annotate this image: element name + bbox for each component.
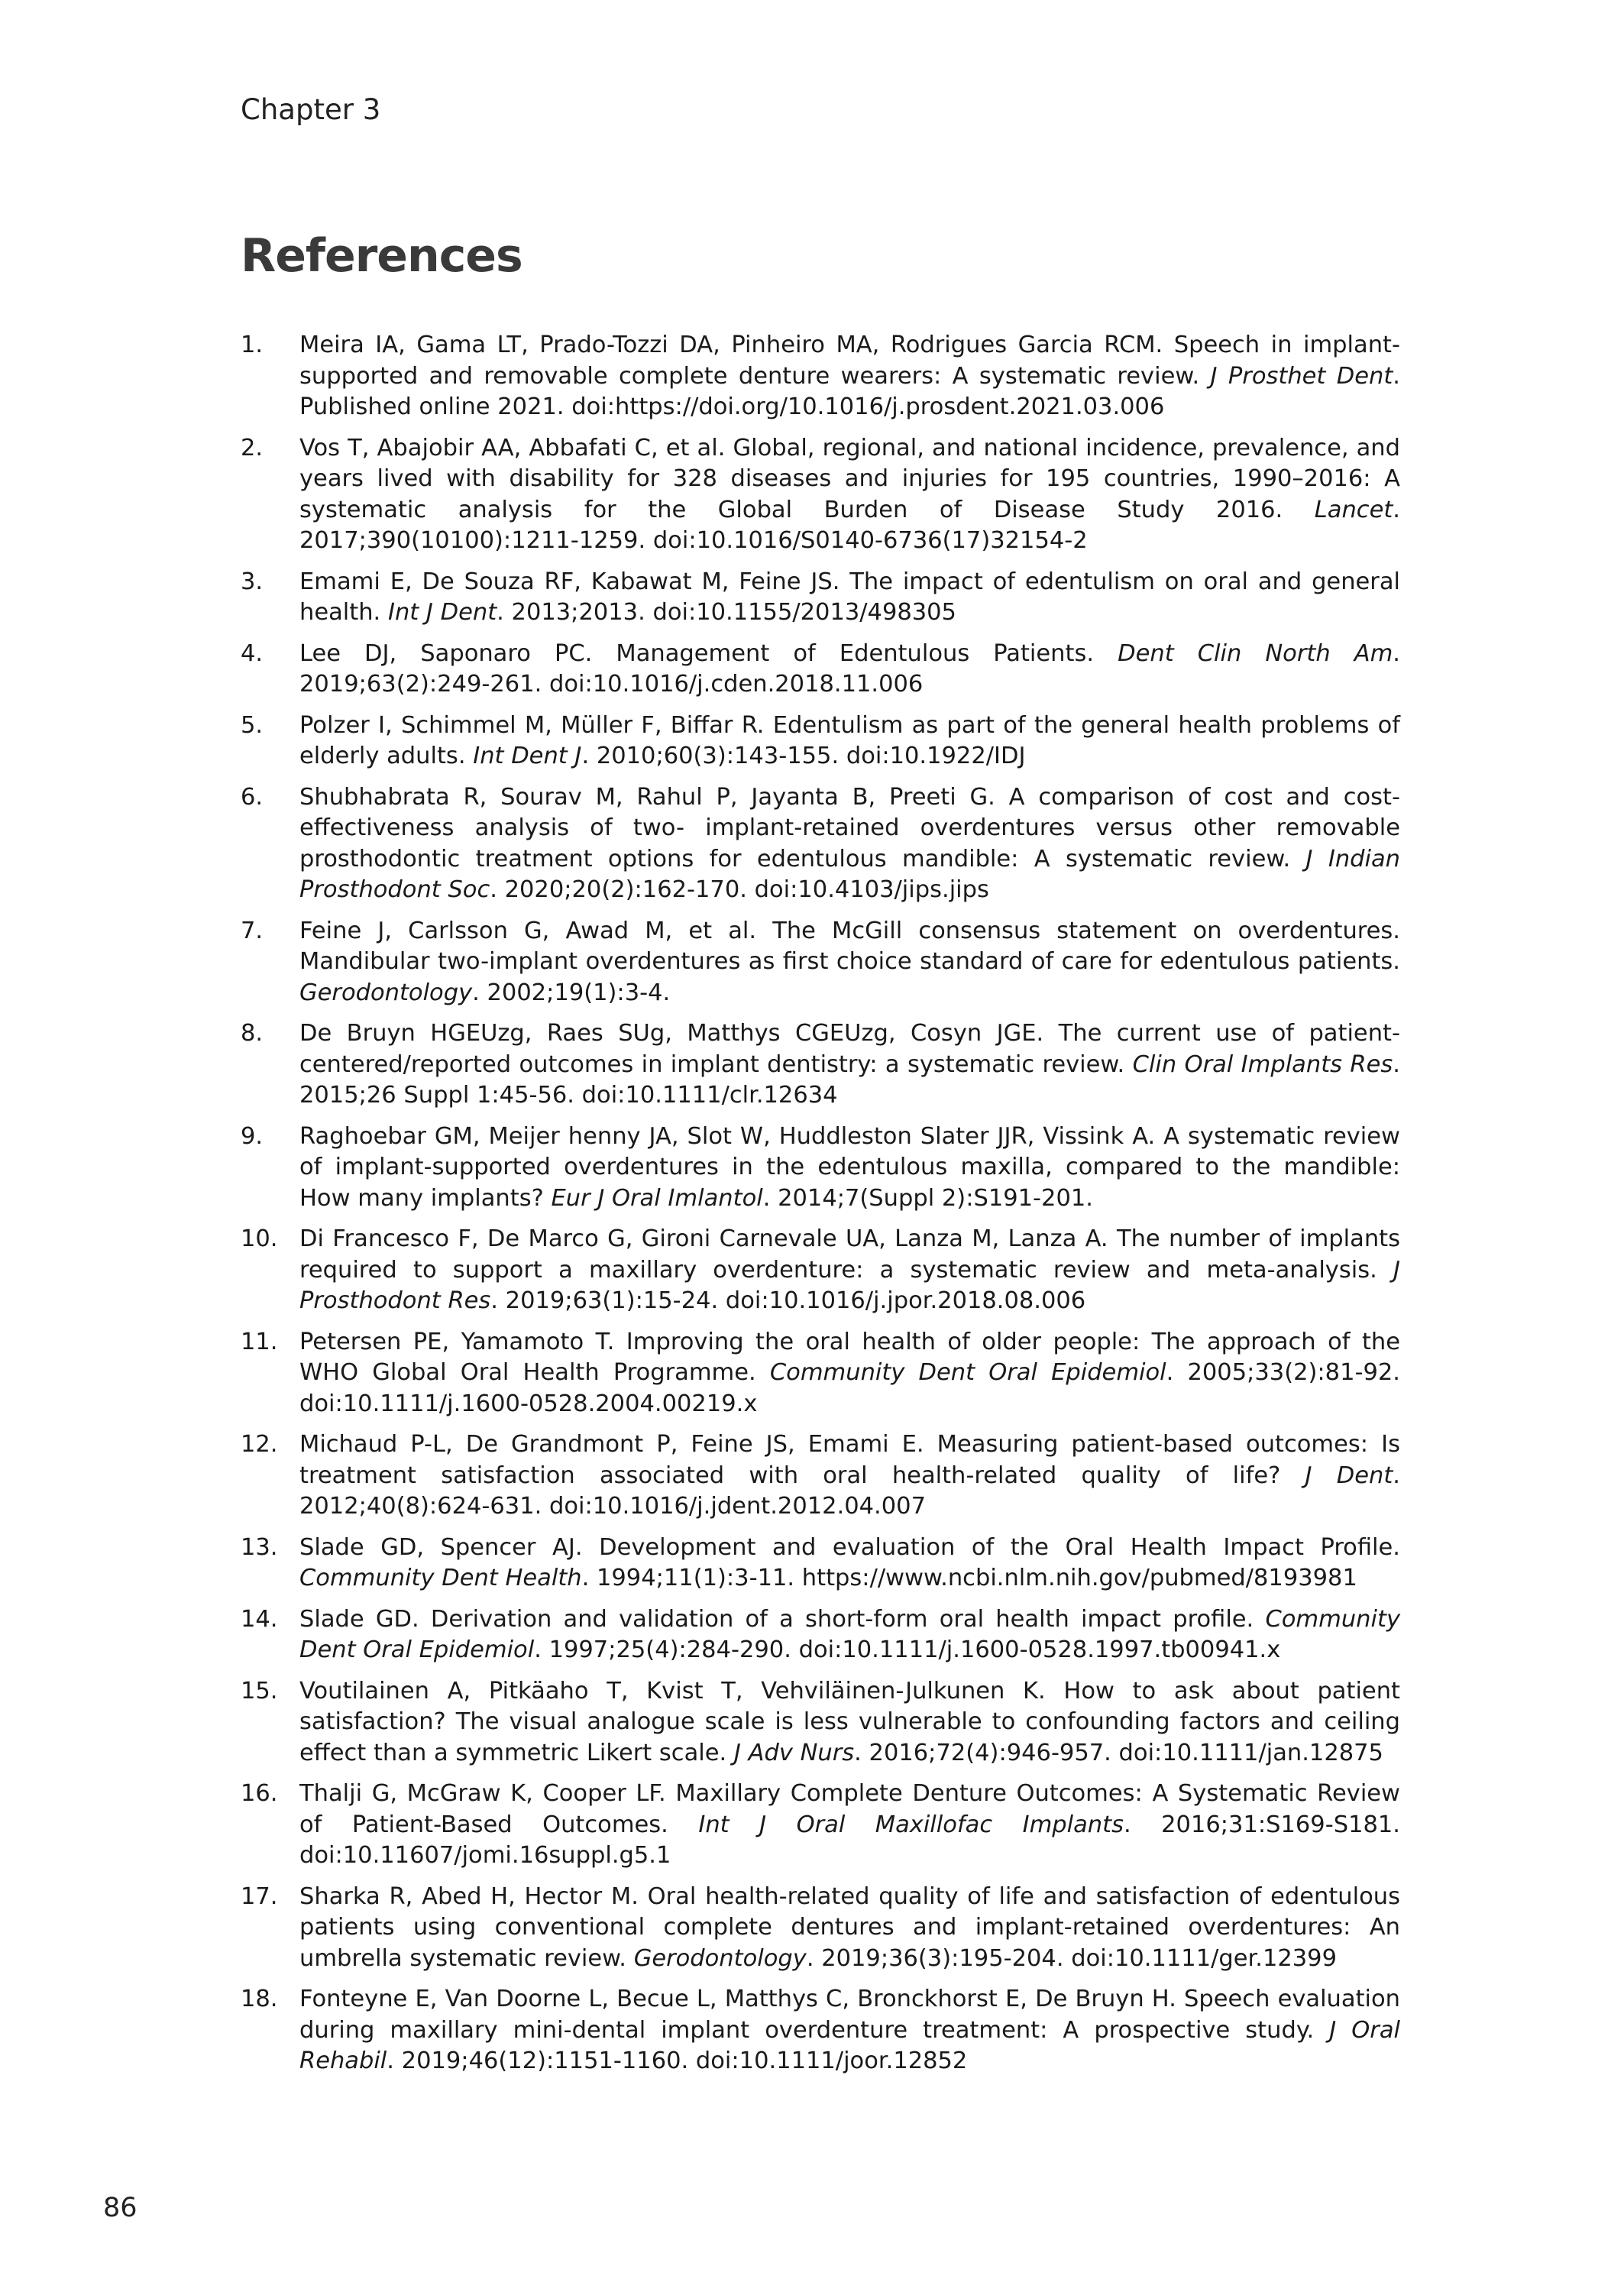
reference-citation-details: . 2005;33(2):81-92. doi:10.1111/j.1600-0528.2004.00219.x [299,1359,1401,1417]
reference-item [241,1327,1400,1420]
reference-number: 17. [241,1882,278,1910]
reference-authors-title: Voutilainen A, Pitkäaho T, Kvist T, Vehviläinen-Julkunen K. How to ask about patient satisfaction? The visual analogue scale is less vulnerable to confounding factors and ceiling effect than a symmetric Likert scale. [299,1677,1400,1766]
reference-journal: J Prosthodont Res [299,1256,1400,1314]
reference-item [241,433,1400,557]
reference-journal: J Indian Prosthodont Soc [299,845,1401,903]
running-head: Chapter 3 [241,93,381,126]
reference-text [299,1122,1400,1215]
reference-journal: Eur J Oral Imlantol [551,1184,763,1212]
reference-number: 5. [241,711,264,739]
reference-item [241,639,1400,701]
reference-authors-title: Shubhabrata R, Sourav M, Rahul P, Jayanta B, Preeti G. A comparison of cost and cost-effectiveness analysis of two- implant-retained overdentures versus other removable prosthodontic treatment options for edentulous mandible: A systematic review. [299,783,1400,872]
reference-number: 13. [241,1533,278,1561]
reference-number: 3. [241,568,264,595]
reference-text [299,916,1400,1009]
reference-citation-details: . 2016;31:S169-S181. doi:10.11607/jomi.16suppl.g5.1 [299,1811,1400,1869]
reference-journal: Dent Clin North Am [1118,639,1393,667]
reference-citation-details: . 2019;63(1):15-24. doi:10.1016/j.jpor.2018.08.006 [490,1287,1086,1314]
reference-citation-details: . 2016;72(4):946-957. doi:10.1111/jan.12875 [854,1739,1383,1766]
reference-authors-title: De Bruyn HGEUzg, Raes SUg, Matthys CGEUzg, Cosyn JGE. The current use of patient-centered/reported outcomes in implant dentistry: a systematic review. [299,1020,1400,1078]
reference-journal: J Adv Nurs [733,1739,855,1766]
reference-authors-title: Slade GD, Spencer AJ. Development and evaluation of the Oral Health Impact Profile. [299,1533,1400,1561]
reference-item [241,1533,1400,1594]
reference-item [241,916,1400,1009]
reference-authors-title: Meira IA, Gama LT, Prado-Tozzi DA, Pinheiro MA, Rodrigues Garcia RCM. Speech in implant-supported and removable complete denture wearers: A systematic review. [299,332,1400,390]
reference-number: 14. [241,1605,278,1633]
reference-citation-details: . 2012;40(8):624-631. doi:10.1016/j.jdent.2012.04.007 [299,1462,1400,1520]
reference-text [299,782,1400,906]
reference-citation-details: . 2002;19(1):3-4. [472,979,671,1006]
reference-journal: Int J Dent [387,599,497,626]
reference-list [241,330,1400,2087]
reference-journal: Community Dent Oral Epidemiol [299,1605,1400,1663]
reference-number: 8. [241,1020,264,1047]
reference-citation-details: . 2019;46(12):1151-1160. doi:10.1111/joor.12852 [387,2048,968,2074]
reference-authors-title: Polzer I, Schimmel M, Müller F, Biffar R. Edentulism as part of the general health problems of elderly adults. [299,711,1400,769]
reference-item [241,711,1400,772]
reference-journal: Community Dent Health [299,1565,582,1591]
reference-text [299,1018,1400,1112]
reference-text [299,639,1400,701]
reference-text [299,1429,1400,1523]
reference-item [241,782,1400,906]
reference-journal: J Dent [1305,1462,1393,1489]
reference-item [241,330,1400,423]
reference-text [299,711,1400,772]
reference-citation-details: . 2019;63(2):249-261. doi:10.1016/j.cden.2018.11.006 [299,639,1400,698]
reference-item [241,1224,1400,1317]
reference-text [299,330,1400,423]
reference-number: 1. [241,332,264,358]
page-number: 86 [103,2193,137,2223]
reference-text [299,1604,1400,1666]
reference-authors-title: Di Francesco F, De Marco G, Gironi Carnevale UA, Lanza M, Lanza A. The number of implants required to support a maxillary overdenture: a systematic review and meta-analysis. [299,1225,1400,1284]
reference-authors-title: Petersen PE, Yamamoto T. Improving the oral health of older people: The approach of the WHO Global Oral Health Programme. [299,1328,1400,1386]
reference-number: 10. [241,1225,278,1252]
reference-journal: Int Dent J [473,743,582,769]
reference-text [299,433,1400,557]
reference-authors-title: Slade GD. Derivation and validation of a short-form oral health impact profile. [299,1605,1266,1633]
reference-number: 12. [241,1431,278,1458]
reference-citation-details: . 2019;36(3):195-204. doi:10.1111/ger.12399 [806,1944,1337,1972]
reference-text [299,1779,1400,1872]
reference-number: 15. [241,1677,278,1704]
reference-item [241,1984,1400,2077]
reference-journal: J Prosthet Dent [1210,362,1393,390]
reference-text [299,1984,1400,2077]
reference-journal: Gerodontology [633,1944,807,1972]
reference-item [241,1882,1400,1975]
reference-number: 6. [241,783,264,811]
reference-authors-title: Sharka R, Abed H, Hector M. Oral health-related quality of life and satisfaction of edentulous patients using conventional complete dentures and implant-retained overdentures: An umbrella systematic review. [299,1882,1400,1972]
reference-citation-details: . 2014;7(Suppl 2):S191-201. [762,1184,1093,1212]
reference-text [299,1224,1400,1317]
reference-text [299,567,1400,629]
reference-item [241,1676,1400,1769]
reference-authors-title: Emami E, De Souza RF, Kabawat M, Feine JS. The impact of edentulism on oral and general health. [299,568,1400,626]
reference-journal: Lancet [1314,496,1393,523]
reference-citation-details: . 2017;390(10100):1211-1259. doi:10.1016/S0140-6736(17)32154-2 [299,496,1400,554]
reference-citation-details: . 1997;25(4):284-290. doi:10.1111/j.1600-0528.1997.tb00941.x [534,1636,1281,1663]
reference-authors-title: Fonteyne E, Van Doorne L, Becue L, Matthys C, Bronckhorst E, De Bruyn H. Speech evaluation during maxillary mini-dental implant overdenture treatment: A prospective study. [299,1986,1400,2044]
reference-authors-title: Vos T, Abajobir AA, Abbafati C, et al. Global, regional, and national incidence, prevalence, and years lived with disability for 328 diseases and injuries for 195 countries, 1990–2016: A systematic analysis for the Global Burden of Disease Study 2016. [299,434,1400,523]
reference-journal: Int J Oral Maxillofac Implants [698,1811,1124,1838]
reference-citation-details: . 2013;2013. doi:10.1155/2013/498305 [497,599,956,626]
reference-citation-details: . 1994;11(1):3-11. https://www.ncbi.nlm.nih.gov/pubmed/8193981 [581,1565,1357,1591]
reference-citation-details: . 2020;20(2):162-170. doi:10.4103/jips.jips [490,876,989,903]
reference-authors-title: Lee DJ, Saponaro PC. Management of Edentulous Patients. [299,639,1118,667]
reference-item [241,1122,1400,1215]
reference-journal: Gerodontology [299,979,473,1006]
reference-text [299,1676,1400,1769]
reference-text [299,1533,1400,1594]
reference-text [299,1327,1400,1420]
reference-journal: Clin Oral Implants Res [1132,1050,1393,1078]
reference-number: 18. [241,1986,278,2012]
reference-number: 16. [241,1780,278,1807]
reference-citation-details: . 2010;60(3):143-155. doi:10.1922/IDJ [581,743,1026,769]
reference-number: 11. [241,1328,278,1355]
section-title: References [241,229,522,283]
reference-citation-details: . Published online 2021. doi:https://doi.org/10.1016/j.prosdent.2021.03.006 [299,362,1400,420]
reference-authors-title: Michaud P-L, De Grandmont P, Feine JS, Emami E. Measuring patient-based outcomes: Is treatment satisfaction associated with oral health-related quality of life? [299,1431,1400,1489]
reference-authors-title: Thalji G, McGraw K, Cooper LF. Maxillary Complete Denture Outcomes: A Systematic Review of Patient-Based Outcomes. [299,1780,1400,1838]
reference-item [241,1429,1400,1523]
reference-item [241,1779,1400,1872]
reference-citation-details: . 2015;26 Suppl 1:45-56. doi:10.1111/clr.12634 [299,1050,1400,1109]
reference-number: 7. [241,917,264,944]
reference-journal: Community Dent Oral Epidemiol [769,1359,1166,1386]
reference-item [241,1018,1400,1112]
reference-authors-title: Feine J, Carlsson G, Awad M, et al. The McGill consensus statement on overdentures. Mandibular two-implant overdentures as first choice standard of care for edentulous patients. [299,917,1400,975]
reference-journal: J Oral Rehabil [299,2016,1400,2074]
reference-item [241,567,1400,629]
reference-item [241,1604,1400,1666]
reference-number: 2. [241,434,264,461]
reference-authors-title: Raghoebar GM, Meijer henny JA, Slot W, Huddleston Slater JJR, Vissink A. A systematic review of implant-supported overdentures in the edentulous maxilla, compared to the mandible: How many implants? [299,1122,1400,1212]
reference-number: 4. [241,639,264,667]
reference-text [299,1882,1400,1975]
reference-number: 9. [241,1122,264,1150]
